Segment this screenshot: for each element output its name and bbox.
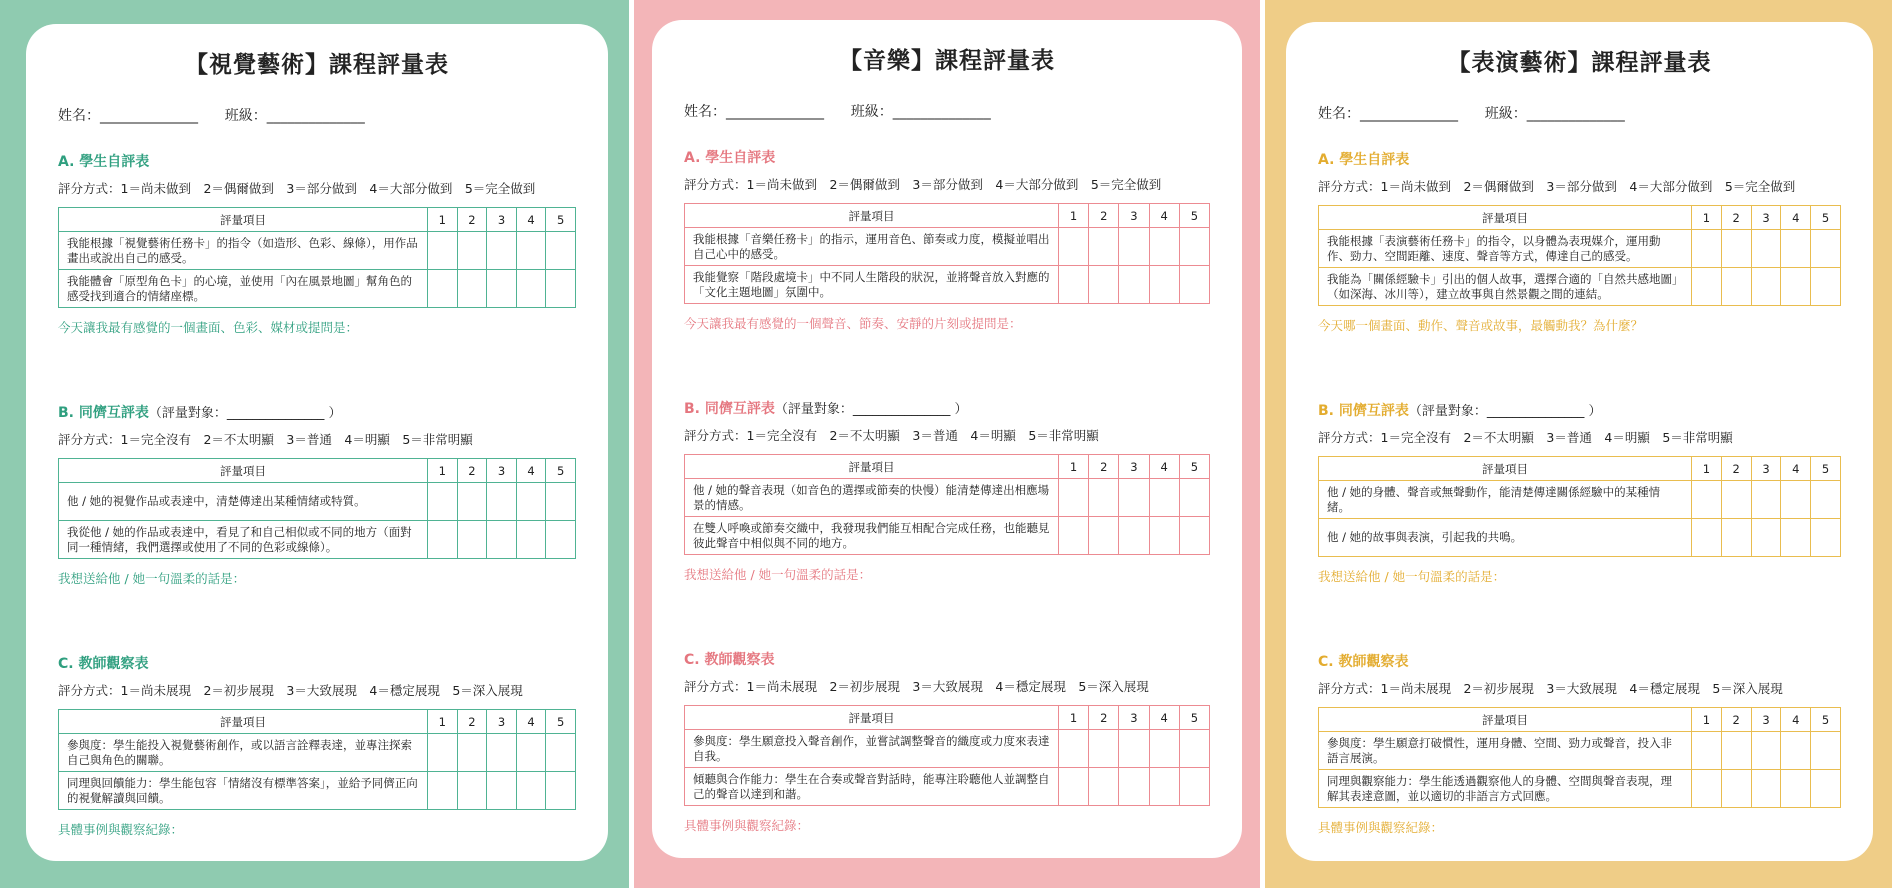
table-row — [59, 734, 576, 772]
header-3: 3 — [1119, 706, 1149, 730]
table-row — [1319, 519, 1841, 557]
section-c-scale: 評分方式：1＝尚未展現 2＝初步展現 3＝大致展現 4＝穩定展現 5＝深入展現 — [1318, 681, 1783, 696]
section-b-title: B. 同儕互評表（評量對象：_______________ ） — [684, 401, 968, 417]
header-1: 1 — [1059, 204, 1089, 228]
score-cell[interactable] — [1781, 770, 1811, 808]
header-4: 4 — [1149, 706, 1179, 730]
score-cell[interactable] — [1059, 517, 1089, 555]
score-cell[interactable] — [457, 521, 487, 559]
table-row — [1319, 268, 1841, 306]
header-item: 評量項目 — [685, 455, 1059, 479]
score-cell[interactable] — [457, 734, 487, 772]
score-cell[interactable] — [1119, 266, 1149, 304]
header-1: 1 — [428, 208, 458, 232]
score-cell[interactable] — [516, 232, 546, 270]
section-a-title: A. 學生自評表 — [684, 150, 776, 166]
header-2: 2 — [1721, 708, 1751, 732]
section-c-scale: 評分方式：1＝尚未展現 2＝初步展現 3＝大致展現 4＝穩定展現 5＝深入展現 — [58, 683, 523, 698]
score-cell[interactable] — [1811, 268, 1841, 306]
header-2: 2 — [1089, 706, 1119, 730]
performing-arts-panel — [1265, 0, 1892, 888]
score-cell[interactable] — [1692, 770, 1722, 808]
header-2: 2 — [457, 459, 487, 483]
table-row — [59, 232, 576, 270]
score-cell[interactable] — [516, 521, 546, 559]
score-cell[interactable] — [546, 734, 576, 772]
item-text: 我能體會「原型角色卡」的心境，並使用「內在風景地圖」幫角色的感受找到適合的情緒座標。 — [59, 270, 428, 308]
header-3: 3 — [1751, 708, 1781, 732]
item-text: 同理與觀察能力：學生能透過觀察他人的身體、空間與聲音表現，理解其表達意圖，並以適切的非語言方式回應。 — [1319, 770, 1692, 808]
score-cell[interactable] — [1179, 479, 1209, 517]
header-item: 評量項目 — [1319, 206, 1692, 230]
score-cell[interactable] — [1751, 770, 1781, 808]
teacher-observation-table — [684, 705, 1210, 806]
header-item: 評量項目 — [59, 710, 428, 734]
table-row — [59, 772, 576, 810]
score-cell[interactable] — [1149, 730, 1179, 768]
form-title: 【表演藝術】課程評量表 — [1447, 50, 1712, 76]
item-text: 我能根據「音樂任務卡」的指示，運用音色、節奏或力度，模擬並唱出自己心中的感受。 — [685, 228, 1059, 266]
header-5: 5 — [546, 710, 576, 734]
score-cell[interactable] — [487, 483, 517, 521]
score-cell[interactable] — [428, 232, 458, 270]
item-text: 參與度：學生願意打破慣性，運用身體、空間、勁力或聲音，投入非語言展演。 — [1319, 732, 1692, 770]
header-2: 2 — [1721, 457, 1751, 481]
form-card — [1286, 22, 1873, 861]
header-5: 5 — [546, 459, 576, 483]
observation-notes-prompt: 具體事例與觀察紀錄： — [1318, 820, 1444, 835]
score-cell[interactable] — [1781, 268, 1811, 306]
header-5: 5 — [1179, 706, 1209, 730]
score-cell[interactable] — [1721, 770, 1751, 808]
table-row — [1319, 770, 1841, 808]
header-4: 4 — [1781, 708, 1811, 732]
section-a-scale: 評分方式：1＝尚未做到 2＝偶爾做到 3＝部分做到 4＝大部分做到 5＝完全做到 — [58, 181, 536, 196]
table-row — [685, 228, 1210, 266]
table-row — [685, 517, 1210, 555]
score-cell[interactable] — [1149, 479, 1179, 517]
item-text: 他 / 她的身體、聲音或無聲動作，能清楚傳達關係經驗中的某種情緒。 — [1319, 481, 1692, 519]
table-row — [1319, 230, 1841, 268]
section-b-title: B. 同儕互評表（評量對象：_______________ ） — [58, 405, 342, 421]
header-5: 5 — [1179, 455, 1209, 479]
score-cell[interactable] — [1692, 732, 1722, 770]
score-cell[interactable] — [487, 521, 517, 559]
score-cell[interactable] — [546, 483, 576, 521]
score-cell[interactable] — [1089, 768, 1119, 806]
score-cell[interactable] — [1089, 228, 1119, 266]
self-assessment-table — [58, 207, 576, 308]
score-cell[interactable] — [516, 270, 546, 308]
score-cell[interactable] — [1119, 730, 1149, 768]
header-3: 3 — [1119, 204, 1149, 228]
score-cell[interactable] — [1089, 730, 1119, 768]
item-text: 我從他 / 她的作品或表達中，看見了和自己相似或不同的地方（面對同一種情緒，我們選擇或使用了不同的色彩或線條）。 — [59, 521, 428, 559]
header-1: 1 — [1692, 708, 1722, 732]
score-cell[interactable] — [546, 232, 576, 270]
header-item: 評量項目 — [1319, 457, 1692, 481]
score-cell[interactable] — [1059, 266, 1089, 304]
score-cell[interactable] — [1811, 481, 1841, 519]
header-4: 4 — [1149, 204, 1179, 228]
header-3: 3 — [487, 459, 517, 483]
score-cell[interactable] — [516, 734, 546, 772]
header-item: 評量項目 — [685, 706, 1059, 730]
visual-arts-panel — [0, 0, 629, 888]
score-cell[interactable] — [1751, 230, 1781, 268]
teacher-observation-table — [58, 709, 576, 810]
section-c-scale: 評分方式：1＝尚未展現 2＝初步展現 3＝大致展現 4＝穩定展現 5＝深入展現 — [684, 679, 1149, 694]
score-cell[interactable] — [1781, 519, 1811, 557]
score-cell[interactable] — [1119, 517, 1149, 555]
header-item: 評量項目 — [59, 459, 428, 483]
score-cell[interactable] — [457, 270, 487, 308]
section-b-scale: 評分方式：1＝完全沒有 2＝不太明顯 3＝普通 4＝明顯 5＝非常明顯 — [684, 428, 1099, 443]
score-cell[interactable] — [1692, 481, 1722, 519]
score-cell[interactable] — [1149, 768, 1179, 806]
header-item: 評量項目 — [1319, 708, 1692, 732]
score-cell[interactable] — [1751, 481, 1781, 519]
score-cell[interactable] — [428, 270, 458, 308]
score-cell[interactable] — [1781, 230, 1811, 268]
table-row — [1319, 732, 1841, 770]
table-row — [685, 479, 1210, 517]
self-assessment-table — [1318, 205, 1841, 306]
header-2: 2 — [1089, 455, 1119, 479]
section-b-scale: 評分方式：1＝完全沒有 2＝不太明顯 3＝普通 4＝明顯 5＝非常明顯 — [58, 432, 473, 447]
score-cell[interactable] — [1811, 732, 1841, 770]
header-4: 4 — [516, 208, 546, 232]
header-2: 2 — [1089, 204, 1119, 228]
reflection-prompt: 今天哪一個畫面、動作、聲音或故事，最觸動我？為什麼？ — [1318, 318, 1644, 333]
item-text: 參與度：學生能投入視覺藝術創作，或以語言詮釋表達，並專注探索自己與角色的關聯。 — [59, 734, 428, 772]
table-row — [59, 270, 576, 308]
score-cell[interactable] — [516, 772, 546, 810]
item-text: 在雙人呼喚或節奏交織中，我發現我們能互相配合完成任務，也能聽見彼此聲音中相似與不同的地方。 — [685, 517, 1059, 555]
music-panel — [634, 0, 1260, 888]
reflection-prompt: 今天讓我最有感覺的一個畫面、色彩、媒材或提問是： — [58, 320, 359, 335]
score-cell[interactable] — [1721, 268, 1751, 306]
section-a-scale: 評分方式：1＝尚未做到 2＝偶爾做到 3＝部分做到 4＝大部分做到 5＝完全做到 — [684, 177, 1162, 192]
score-cell[interactable] — [1119, 228, 1149, 266]
score-cell[interactable] — [1089, 479, 1119, 517]
score-cell[interactable] — [1119, 768, 1149, 806]
table-row — [685, 266, 1210, 304]
header-1: 1 — [428, 459, 458, 483]
score-cell[interactable] — [1149, 517, 1179, 555]
score-cell[interactable] — [457, 232, 487, 270]
name-class-line: 姓名：______________ 班級：______________ — [58, 108, 365, 124]
section-a-title: A. 學生自評表 — [58, 154, 150, 170]
item-text: 他 / 她的視覺作品或表達中，清楚傳達出某種情緒或特質。 — [59, 483, 428, 521]
score-cell[interactable] — [1811, 519, 1841, 557]
peer-assessment-table — [1318, 456, 1841, 557]
section-a-title: A. 學生自評表 — [1318, 152, 1410, 168]
header-3: 3 — [1751, 206, 1781, 230]
item-text: 參與度：學生願意投入聲音創作，並嘗試調整聲音的織度或力度來表達自我。 — [685, 730, 1059, 768]
header-2: 2 — [457, 208, 487, 232]
score-cell[interactable] — [1811, 770, 1841, 808]
table-row — [59, 483, 576, 521]
score-cell[interactable] — [546, 772, 576, 810]
item-text: 我能根據「視覺藝術任務卡」的指令（如造形、色彩、線條），用作品畫出或說出自己的感受。 — [59, 232, 428, 270]
score-cell[interactable] — [1179, 228, 1209, 266]
table-row — [1319, 481, 1841, 519]
header-4: 4 — [1149, 455, 1179, 479]
item-text: 我能覺察「階段處境卡」中不同人生階段的狀況，並將聲音放入對應的「文化主題地圖」氛圍中。 — [685, 266, 1059, 304]
header-item: 評量項目 — [59, 208, 428, 232]
score-cell[interactable] — [1059, 479, 1089, 517]
score-cell[interactable] — [1781, 481, 1811, 519]
item-text: 同理與回饋能力：學生能包容「情緒沒有標準答案」，並給予同儕正向的視覺解讀與回饋。 — [59, 772, 428, 810]
section-c-title: C. 教師觀察表 — [58, 656, 149, 672]
section-c-title: C. 教師觀察表 — [1318, 654, 1409, 670]
score-cell[interactable] — [546, 521, 576, 559]
header-item: 評量項目 — [685, 204, 1059, 228]
reflection-prompt: 今天讓我最有感覺的一個聲音、節奏、安靜的片刻或提問是： — [684, 316, 1022, 331]
score-cell[interactable] — [1811, 230, 1841, 268]
header-3: 3 — [1119, 455, 1149, 479]
score-cell[interactable] — [428, 521, 458, 559]
score-cell[interactable] — [1721, 481, 1751, 519]
header-2: 2 — [1721, 206, 1751, 230]
item-text: 他 / 她的聲音表現（如音色的選擇或節奏的快慢）能清楚傳達出相應場景的情感。 — [685, 479, 1059, 517]
observation-notes-prompt: 具體事例與觀察紀錄： — [58, 822, 184, 837]
score-cell[interactable] — [1059, 730, 1089, 768]
header-1: 1 — [1692, 457, 1722, 481]
score-cell[interactable] — [1059, 768, 1089, 806]
table-row — [59, 521, 576, 559]
score-cell[interactable] — [487, 232, 517, 270]
header-5: 5 — [1811, 206, 1841, 230]
score-cell[interactable] — [457, 772, 487, 810]
form-card — [26, 24, 608, 861]
item-text: 我能為「關係經驗卡」引出的個人故事，選擇合適的「自然共感地圖」（如深海、冰川等），建立故事與自然景觀之間的連結。 — [1319, 268, 1692, 306]
peer-assessment-table — [684, 454, 1210, 555]
score-cell[interactable] — [1179, 730, 1209, 768]
score-cell[interactable] — [1089, 517, 1119, 555]
score-cell[interactable] — [1059, 228, 1089, 266]
score-cell[interactable] — [457, 483, 487, 521]
score-cell[interactable] — [487, 772, 517, 810]
peer-assessment-table — [58, 458, 576, 559]
section-b-title: B. 同儕互評表（評量對象：_______________ ） — [1318, 403, 1602, 419]
score-cell[interactable] — [1751, 519, 1781, 557]
observation-notes-prompt: 具體事例與觀察紀錄： — [684, 818, 810, 833]
table-row — [685, 768, 1210, 806]
score-cell[interactable] — [1781, 732, 1811, 770]
item-text: 我能根據「表演藝術任務卡」的指令，以身體為表現媒介，運用動作、勁力、空間距離、速度、聲音等方式，傳達自己的感受。 — [1319, 230, 1692, 268]
score-cell[interactable] — [1692, 230, 1722, 268]
name-class-line: 姓名：______________ 班級：______________ — [1318, 106, 1625, 122]
header-4: 4 — [516, 710, 546, 734]
score-cell[interactable] — [1721, 519, 1751, 557]
score-cell[interactable] — [1692, 268, 1722, 306]
kind-words-prompt: 我想送給他 / 她一句溫柔的話是： — [58, 571, 246, 586]
header-3: 3 — [487, 208, 517, 232]
section-b-scale: 評分方式：1＝完全沒有 2＝不太明顯 3＝普通 4＝明顯 5＝非常明顯 — [1318, 430, 1733, 445]
name-class-line: 姓名：______________ 班級：______________ — [684, 104, 991, 120]
table-row — [685, 730, 1210, 768]
header-5: 5 — [546, 208, 576, 232]
score-cell[interactable] — [1721, 230, 1751, 268]
score-cell[interactable] — [1149, 266, 1179, 304]
form-title: 【視覺藝術】課程評量表 — [185, 52, 449, 78]
teacher-observation-table — [1318, 707, 1841, 808]
score-cell[interactable] — [487, 734, 517, 772]
kind-words-prompt: 我想送給他 / 她一句溫柔的話是： — [684, 567, 872, 582]
score-cell[interactable] — [516, 483, 546, 521]
header-5: 5 — [1179, 204, 1209, 228]
score-cell[interactable] — [1089, 266, 1119, 304]
header-3: 3 — [487, 710, 517, 734]
header-4: 4 — [1781, 206, 1811, 230]
header-2: 2 — [457, 710, 487, 734]
kind-words-prompt: 我想送給他 / 她一句溫柔的話是： — [1318, 569, 1506, 584]
score-cell[interactable] — [1692, 519, 1722, 557]
header-1: 1 — [428, 710, 458, 734]
header-1: 1 — [1059, 455, 1089, 479]
score-cell[interactable] — [1751, 268, 1781, 306]
score-cell[interactable] — [428, 483, 458, 521]
score-cell[interactable] — [487, 270, 517, 308]
self-assessment-table — [684, 203, 1210, 304]
score-cell[interactable] — [1179, 266, 1209, 304]
score-cell[interactable] — [1721, 732, 1751, 770]
score-cell[interactable] — [428, 734, 458, 772]
score-cell[interactable] — [1149, 228, 1179, 266]
item-text: 傾聽與合作能力：學生在合奏或聲音對話時，能專注聆聽他人並調整自己的聲音以達到和諧。 — [685, 768, 1059, 806]
form-card — [652, 20, 1242, 858]
header-3: 3 — [1751, 457, 1781, 481]
score-cell[interactable] — [1179, 517, 1209, 555]
score-cell[interactable] — [1179, 768, 1209, 806]
header-4: 4 — [516, 459, 546, 483]
header-1: 1 — [1059, 706, 1089, 730]
score-cell[interactable] — [1751, 732, 1781, 770]
section-a-scale: 評分方式：1＝尚未做到 2＝偶爾做到 3＝部分做到 4＝大部分做到 5＝完全做到 — [1318, 179, 1796, 194]
form-title: 【音樂】課程評量表 — [839, 48, 1055, 74]
score-cell[interactable] — [428, 772, 458, 810]
header-5: 5 — [1811, 457, 1841, 481]
header-1: 1 — [1692, 206, 1722, 230]
item-text: 他 / 她的故事與表演，引起我的共鳴。 — [1319, 519, 1692, 557]
header-4: 4 — [1781, 457, 1811, 481]
header-5: 5 — [1811, 708, 1841, 732]
score-cell[interactable] — [546, 270, 576, 308]
section-c-title: C. 教師觀察表 — [684, 652, 775, 668]
score-cell[interactable] — [1119, 479, 1149, 517]
